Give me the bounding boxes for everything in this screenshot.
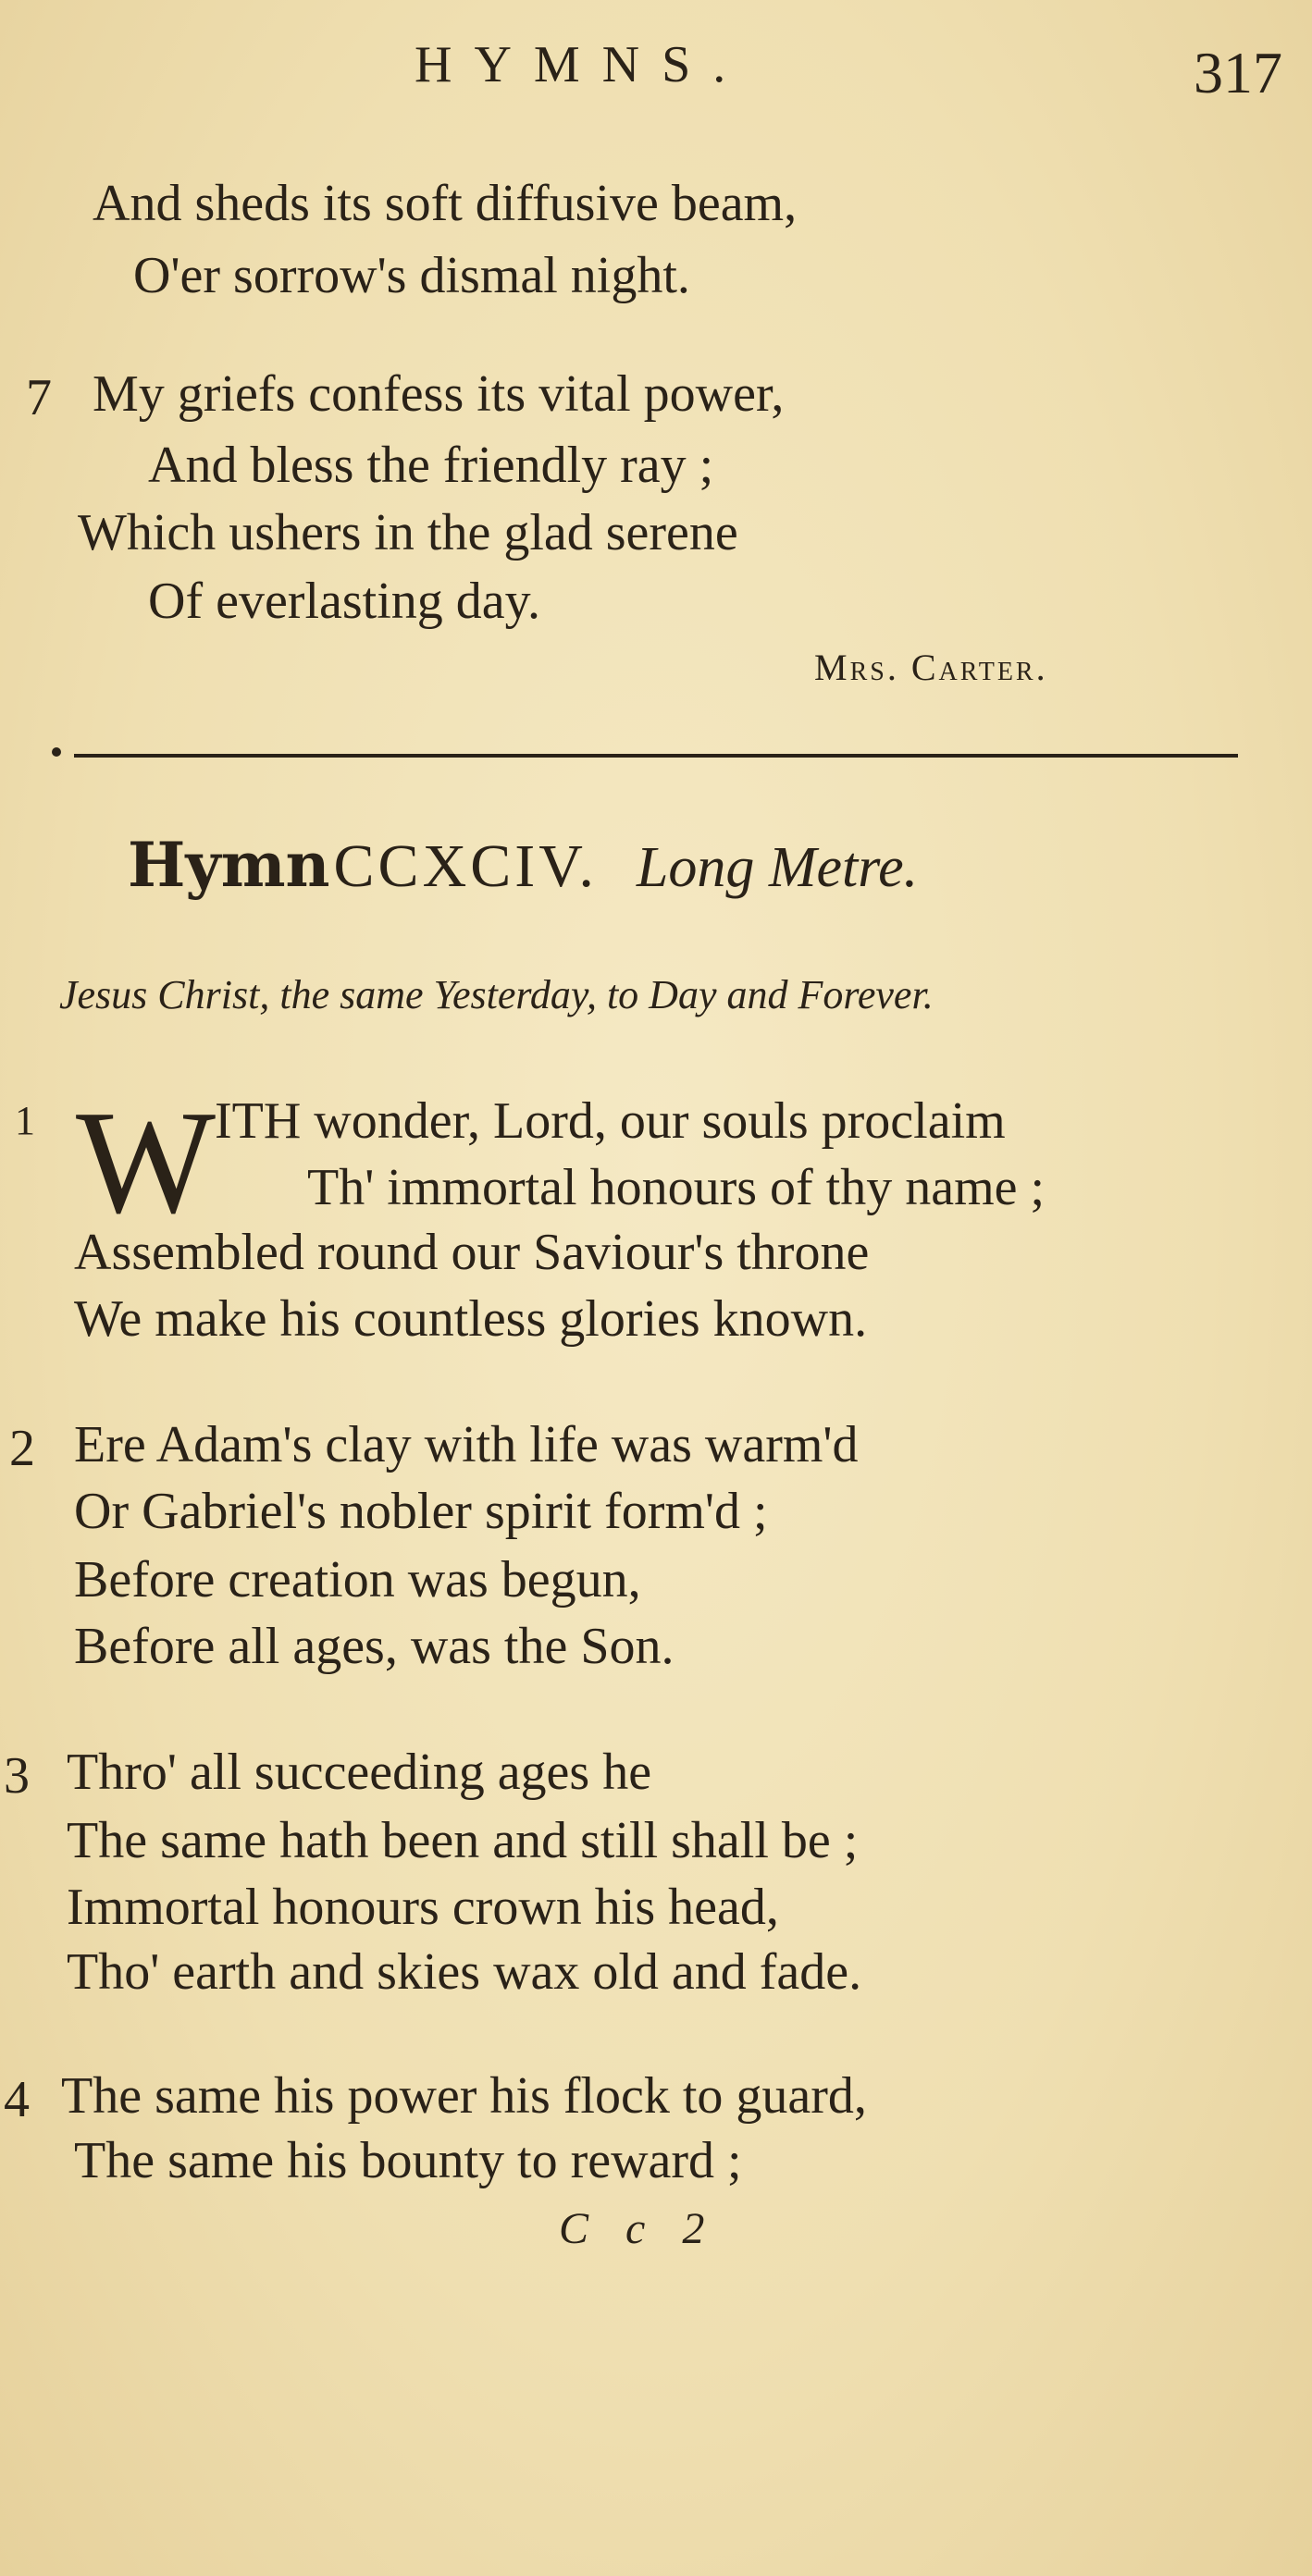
stanza-number: 2	[9, 1420, 35, 1477]
stanza-number: 4	[4, 2071, 30, 2128]
verse-line: My griefs confess its vital power,	[93, 365, 785, 423]
verse-line: And bless the friendly ray ;	[148, 437, 714, 494]
verse-line: Ere Adam's clay with life was warm'd	[74, 1416, 859, 1473]
stanza-number: 7	[26, 369, 52, 426]
verse-line: Of everlasting day.	[148, 573, 540, 630]
verse-line: And sheds its soft diffusive beam,	[93, 175, 798, 232]
section-rule	[74, 754, 1238, 758]
verse-line: Thro' all succeeding ages he	[67, 1744, 652, 1801]
verse-line: Or Gabriel's nobler spirit form'd ;	[74, 1483, 768, 1540]
verse-line: Before creation was begun,	[74, 1551, 641, 1608]
stanza-number: 3	[4, 1747, 30, 1805]
verse-line: Before all ages, was the Son.	[74, 1618, 675, 1675]
hymn-label: Hymn	[128, 829, 330, 901]
running-title: HYMNS.	[415, 36, 749, 93]
hymn-metre: Long Metre.	[636, 836, 919, 899]
attribution: Mrs. Carter.	[814, 647, 1048, 688]
hymn-heading	[128, 829, 918, 902]
hymn-subtitle: Jesus Christ, the same Yesterday, to Day and Forever.	[59, 972, 934, 1017]
verse-line: Tho' earth and skies wax old and fade.	[67, 1943, 862, 2001]
verse-line: Assembled round our Saviour's throne	[74, 1224, 870, 1281]
verse-line: Which ushers in the glad serene	[78, 504, 738, 561]
drop-cap: W	[76, 1079, 217, 1244]
verse-line: Th' immortal honours of thy name ;	[307, 1159, 1046, 1216]
verse-line: The same his power his flock to guard,	[61, 2067, 867, 2125]
hymn-number: CCXCIV.	[333, 832, 598, 900]
page-number: 317	[1194, 40, 1282, 105]
verse-line: The same hath been and still shall be ;	[67, 1812, 859, 1869]
verse-line: The same his bounty to reward ;	[74, 2132, 742, 2189]
rule-dot	[52, 747, 61, 757]
verse-line: Immortal honours crown his head,	[67, 1879, 779, 1936]
verse-line: We make his countless glories known.	[74, 1290, 868, 1348]
printer-signature: C c 2	[559, 2204, 718, 2253]
verse-line: ITH wonder, Lord, our souls proclaim	[215, 1092, 1006, 1150]
stanza-number: 1	[15, 1098, 35, 1143]
verse-line: O'er sorrow's dismal night.	[133, 247, 690, 304]
